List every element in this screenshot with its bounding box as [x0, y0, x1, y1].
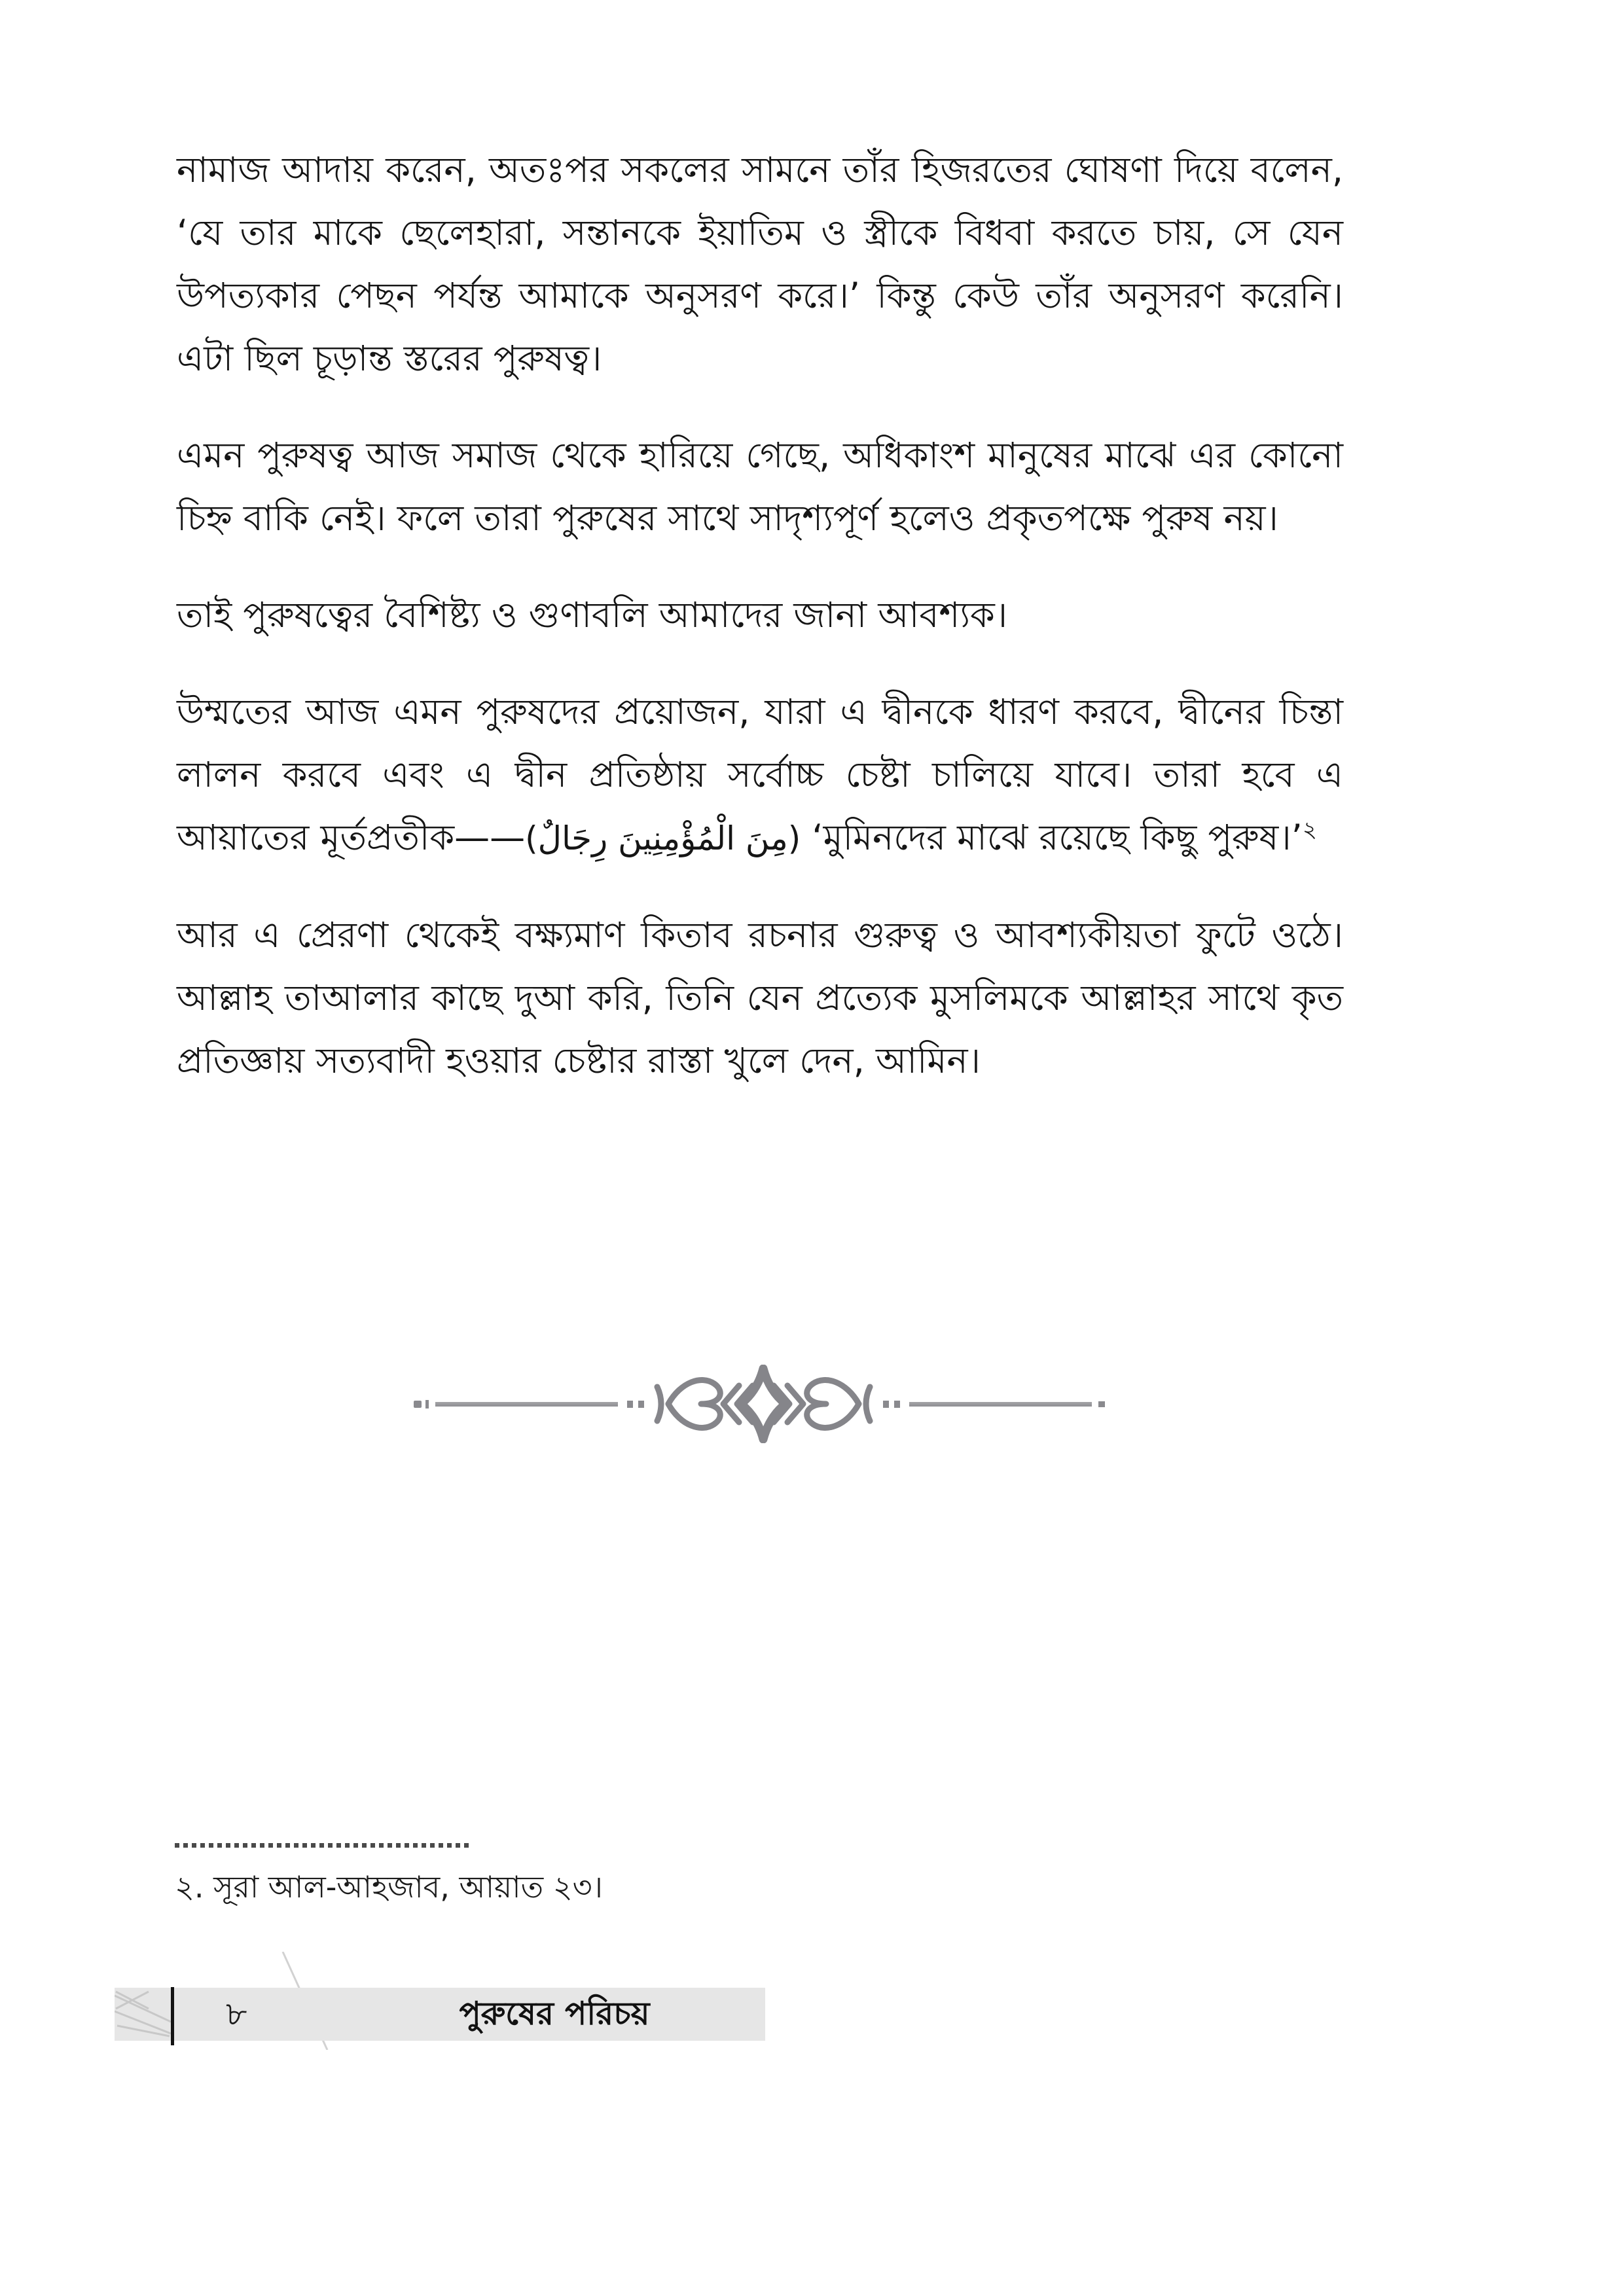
page-body [177, 139, 1343, 1126]
paragraph-4-bengali-pre: উম্মতের আজ এমন পুরুষদের প্রয়োজন, যারা এ দ্বীনকে ধারণ করবে, দ্বীনের চিন্তা লালন করবে এবং এ দ্বীন প্রতিষ্ঠায় সর্বোচ্চ চেষ্টা চালিয়ে যাবে। তারা হবে এ আয়াতের মূর্তপ্রতীক—— [177, 691, 1343, 858]
divider-dot [894, 1401, 900, 1408]
page-number: ৮ [226, 1995, 247, 2033]
paragraph-4-bengali-post: ‘মুমিনদের মাঝে রয়েছে কিছু পুরুষ।’ [801, 817, 1303, 858]
section-divider [414, 1374, 1105, 1433]
divider-dot [627, 1401, 633, 1408]
book-title: পুরুষের পরিচয় [459, 1995, 650, 2032]
footnote-separator-dotted-line [175, 1843, 471, 1848]
footnote-area [175, 1843, 829, 1907]
paragraph-3: তাই পুরুষত্বের বৈশিষ্ট্য ও গুণাবলি আমাদের জানা আবশ্যক। [177, 594, 1008, 636]
footer-divider-line [171, 1987, 174, 2045]
paragraph-4 [177, 681, 1343, 870]
divider-end-tick [425, 1400, 429, 1408]
heart-diamond-ornament-icon [651, 1365, 876, 1443]
divider-end-dot [414, 1401, 422, 1408]
footer-corner-lattice-icon [115, 1988, 172, 2041]
footer-bar [115, 1988, 765, 2041]
paragraph-1: নামাজ আদায় করেন, অতঃপর সকলের সামনে তাঁর হিজরতের ঘোষণা দিয়ে বলেন, ‘যে তার মাকে ছেলেহারা, সন্তানকে ইয়াতিম ও স্ত্রীকে বিধবা করতে চায়, সে যেন উপত্যকার পেছন পর্যন্ত আমাকে অনুসরণ করে।’ কিন্তু কেউ তাঁর অনুসরণ করেনি। এটা ছিল চূড়ান্ত স্তরের পুরুষত্ব। [177, 149, 1343, 379]
divider-end-dot [1098, 1401, 1105, 1407]
divider-dot [883, 1401, 889, 1408]
footnote-text: ২. সূরা আল-আহজাব, আয়াত ২৩। [175, 1869, 603, 1905]
footnote-reference-marker: ২ [1302, 817, 1317, 843]
paragraph-5: আর এ প্রেরণা থেকেই বক্ষ্যমাণ কিতাব রচনার গুরুত্ব ও আবশ্যকীয়তা ফুটে ওঠে। আল্লাহ তাআলার কাছে দুআ করি, তিনি যেন প্রত্যেক মুসলিমকে আল্লাহর সাথে কৃত প্রতিজ্ঞায় সত্যবাদী হওয়ার চেষ্টার রাস্তা খুলে দেন, আমিন। [177, 914, 1343, 1081]
divider-dot [638, 1401, 644, 1408]
paragraph-2: এমন পুরুষত্ব আজ সমাজ থেকে হারিয়ে গেছে, অধিকাংশ মানুষের মাঝে এর কোনো চিহ্ন বাকি নেই। ফলে তারা পুরুষের সাথে সাদৃশ্যপূর্ণ হলেও প্রকৃতপক্ষে পুরুষ নয়। [177, 435, 1343, 539]
arabic-quran-phrase: (مِنَ الْمُؤْمِنِينَ رِجَالٌ) [525, 819, 801, 857]
divider-rule-left [435, 1402, 618, 1407]
divider-rule-right [909, 1402, 1092, 1407]
